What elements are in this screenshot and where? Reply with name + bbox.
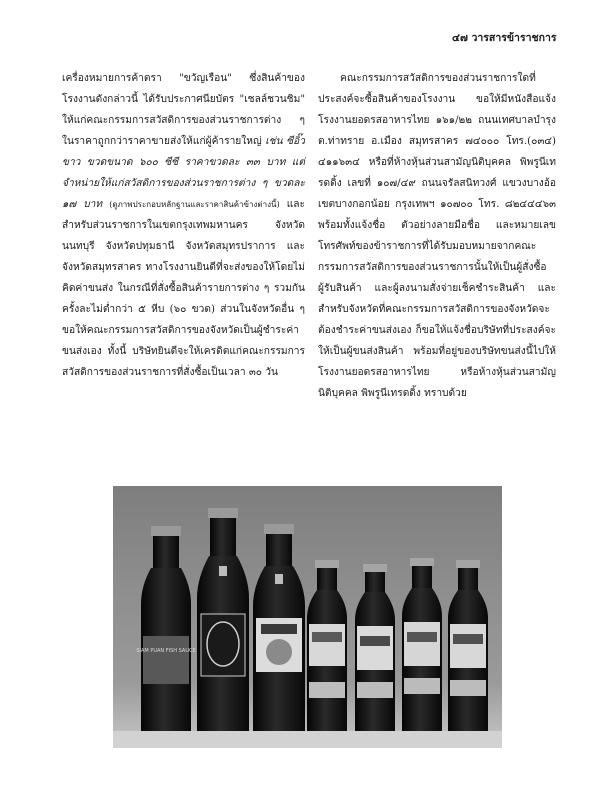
left-text-2: และสำหรับส่วนราชการในเขตกรุงเทพมหานคร จังหวัดนนทบุรี จังหวัดปทุมธานี จังหวัดสมุทรปราการ และจังหวัดสมุทรสาคร ทางโรงงานยินดีที่จะส่งของให้โดยไม่คิดค่าขนส่ง ในกรณีที่สั่งซื้อสินค้ารายการต่าง ๆ รวมกันครั้งละไม่ต่ำกว่า ๕ หีบ (๖๐ ขวด) ส่วนในจังหวัดอื่น ๆ ขอให้คณะกรรมการสวัสดิการของจังหวัดเป็นผู้ชำระค่าขนส่งเอง ทั้งนี้ บริษัทยินดีจะให้เครดิตแก่คณะกรรมการสวัสดิการของส่วนราชการที่สั่งซื้อเป็นเวลา ๓๐ วัน bbox=[62, 199, 305, 378]
bottle-1 bbox=[136, 526, 195, 731]
photo-note: (ดูภาพประกอบหลักฐานและราคาสินค้าข้างต่างนี้) bbox=[109, 200, 280, 209]
bottle-7 bbox=[448, 560, 488, 731]
bottle-2 bbox=[197, 508, 249, 731]
left-column bbox=[62, 68, 305, 383]
journal-title: วารสารข้าราชการ bbox=[471, 32, 557, 44]
bottle-5 bbox=[355, 564, 395, 731]
left-text-1: เครื่องหมายการค้าตรา "ขวัญเรือน" ซึ่งสินค้าของโรงงานดังกล่าวนี้ ได้รับประกาศนียบัตร "เชลล์ชวนชิม" ให้แก่คณะกรรมการสวัสดิการของส่วนราชการต่าง ๆ ในราคาถูกกว่าราคาขายส่งให้แก่ผู้ค้ารายใหญ่ bbox=[62, 73, 305, 147]
bottle-3 bbox=[253, 524, 305, 731]
bottle-6 bbox=[402, 558, 442, 731]
bottle-1-label: SIAM PUAN FISH SAUCE bbox=[136, 648, 196, 654]
right-column bbox=[318, 68, 556, 404]
right-paragraph: คณะกรรมการสวัสดิการของส่วนราชการใดที่ประสงค์จะซื้อสินค้าของโรงงาน ขอให้มีหนังสือแจ้ง โรงงานยอดรสอาหารไทย ๑๖๑/๒๒ ถนนเทศบาลบำรุง ต.ท่าทราย อ.เมือง สมุทรสาคร ๗๔๐๐๐ โทร.(๐๓๔) ๔๑๑๖๓๔ หรือที่ห้างหุ้นส่วนสามัญนิติบุคคล พิพรูนีเทรดดิ้ง เลขที่ ๑๐๗/๔๙ ถนนจรัลสนิทวงศ์ แขวงบางอ้อ เขตบางกอกน้อย กรุงเทพฯ ๑๐๗๐๐ โทร. ๘๒๔๔๔๖๓ พร้อมทั้งแจ้งชื่อ ตัวอย่างลายมือชื่อ และหมายเลขโทรศัพท์ของข้าราชการที่ได้รับมอบหมายจากคณะกรรมการสวัสดิการของส่วนราชการนั้นให้เป็นผู้สั่งซื้อ ผู้รับสินค้า และผู้ลงนามสั่งจ่ายเช็คชำระสินค้า และสำหรับจังหวัดที่คณะกรรมการสวัสดิการของจังหวัดจะต้องชำระค่าขนส่งเอง ก็ขอให้แจ้งชื่อบริษัทที่ประสงค์จะให้เป็นผู้ขนส่งสินค้า พร้อมที่อยู่ของบริษัทขนส่งนี้ไปให้โรงงานยอดรสอาหารไทย หรือห้างหุ้นส่วนสามัญนิติบุคคล พิพรูนีเทรดดิ้ง ทราบด้วย bbox=[318, 73, 556, 399]
page-header bbox=[452, 29, 557, 46]
bottle-4 bbox=[307, 560, 347, 731]
price-example: เช่น ซีอิ๊วขาว ขวดขนาด ๖๐๐ ซีซี ราคาขวดละ ๓๓ บาท แต่จำหน่ายให้แก่สวัสดิการของส่วนราชการต่าง ๆ ขวดละ ๑๗ บาท bbox=[62, 136, 305, 210]
page-number: ๔๗ bbox=[452, 32, 468, 44]
left-paragraph bbox=[62, 68, 305, 383]
product-photo bbox=[113, 486, 502, 748]
bottles-illustration bbox=[113, 486, 502, 748]
